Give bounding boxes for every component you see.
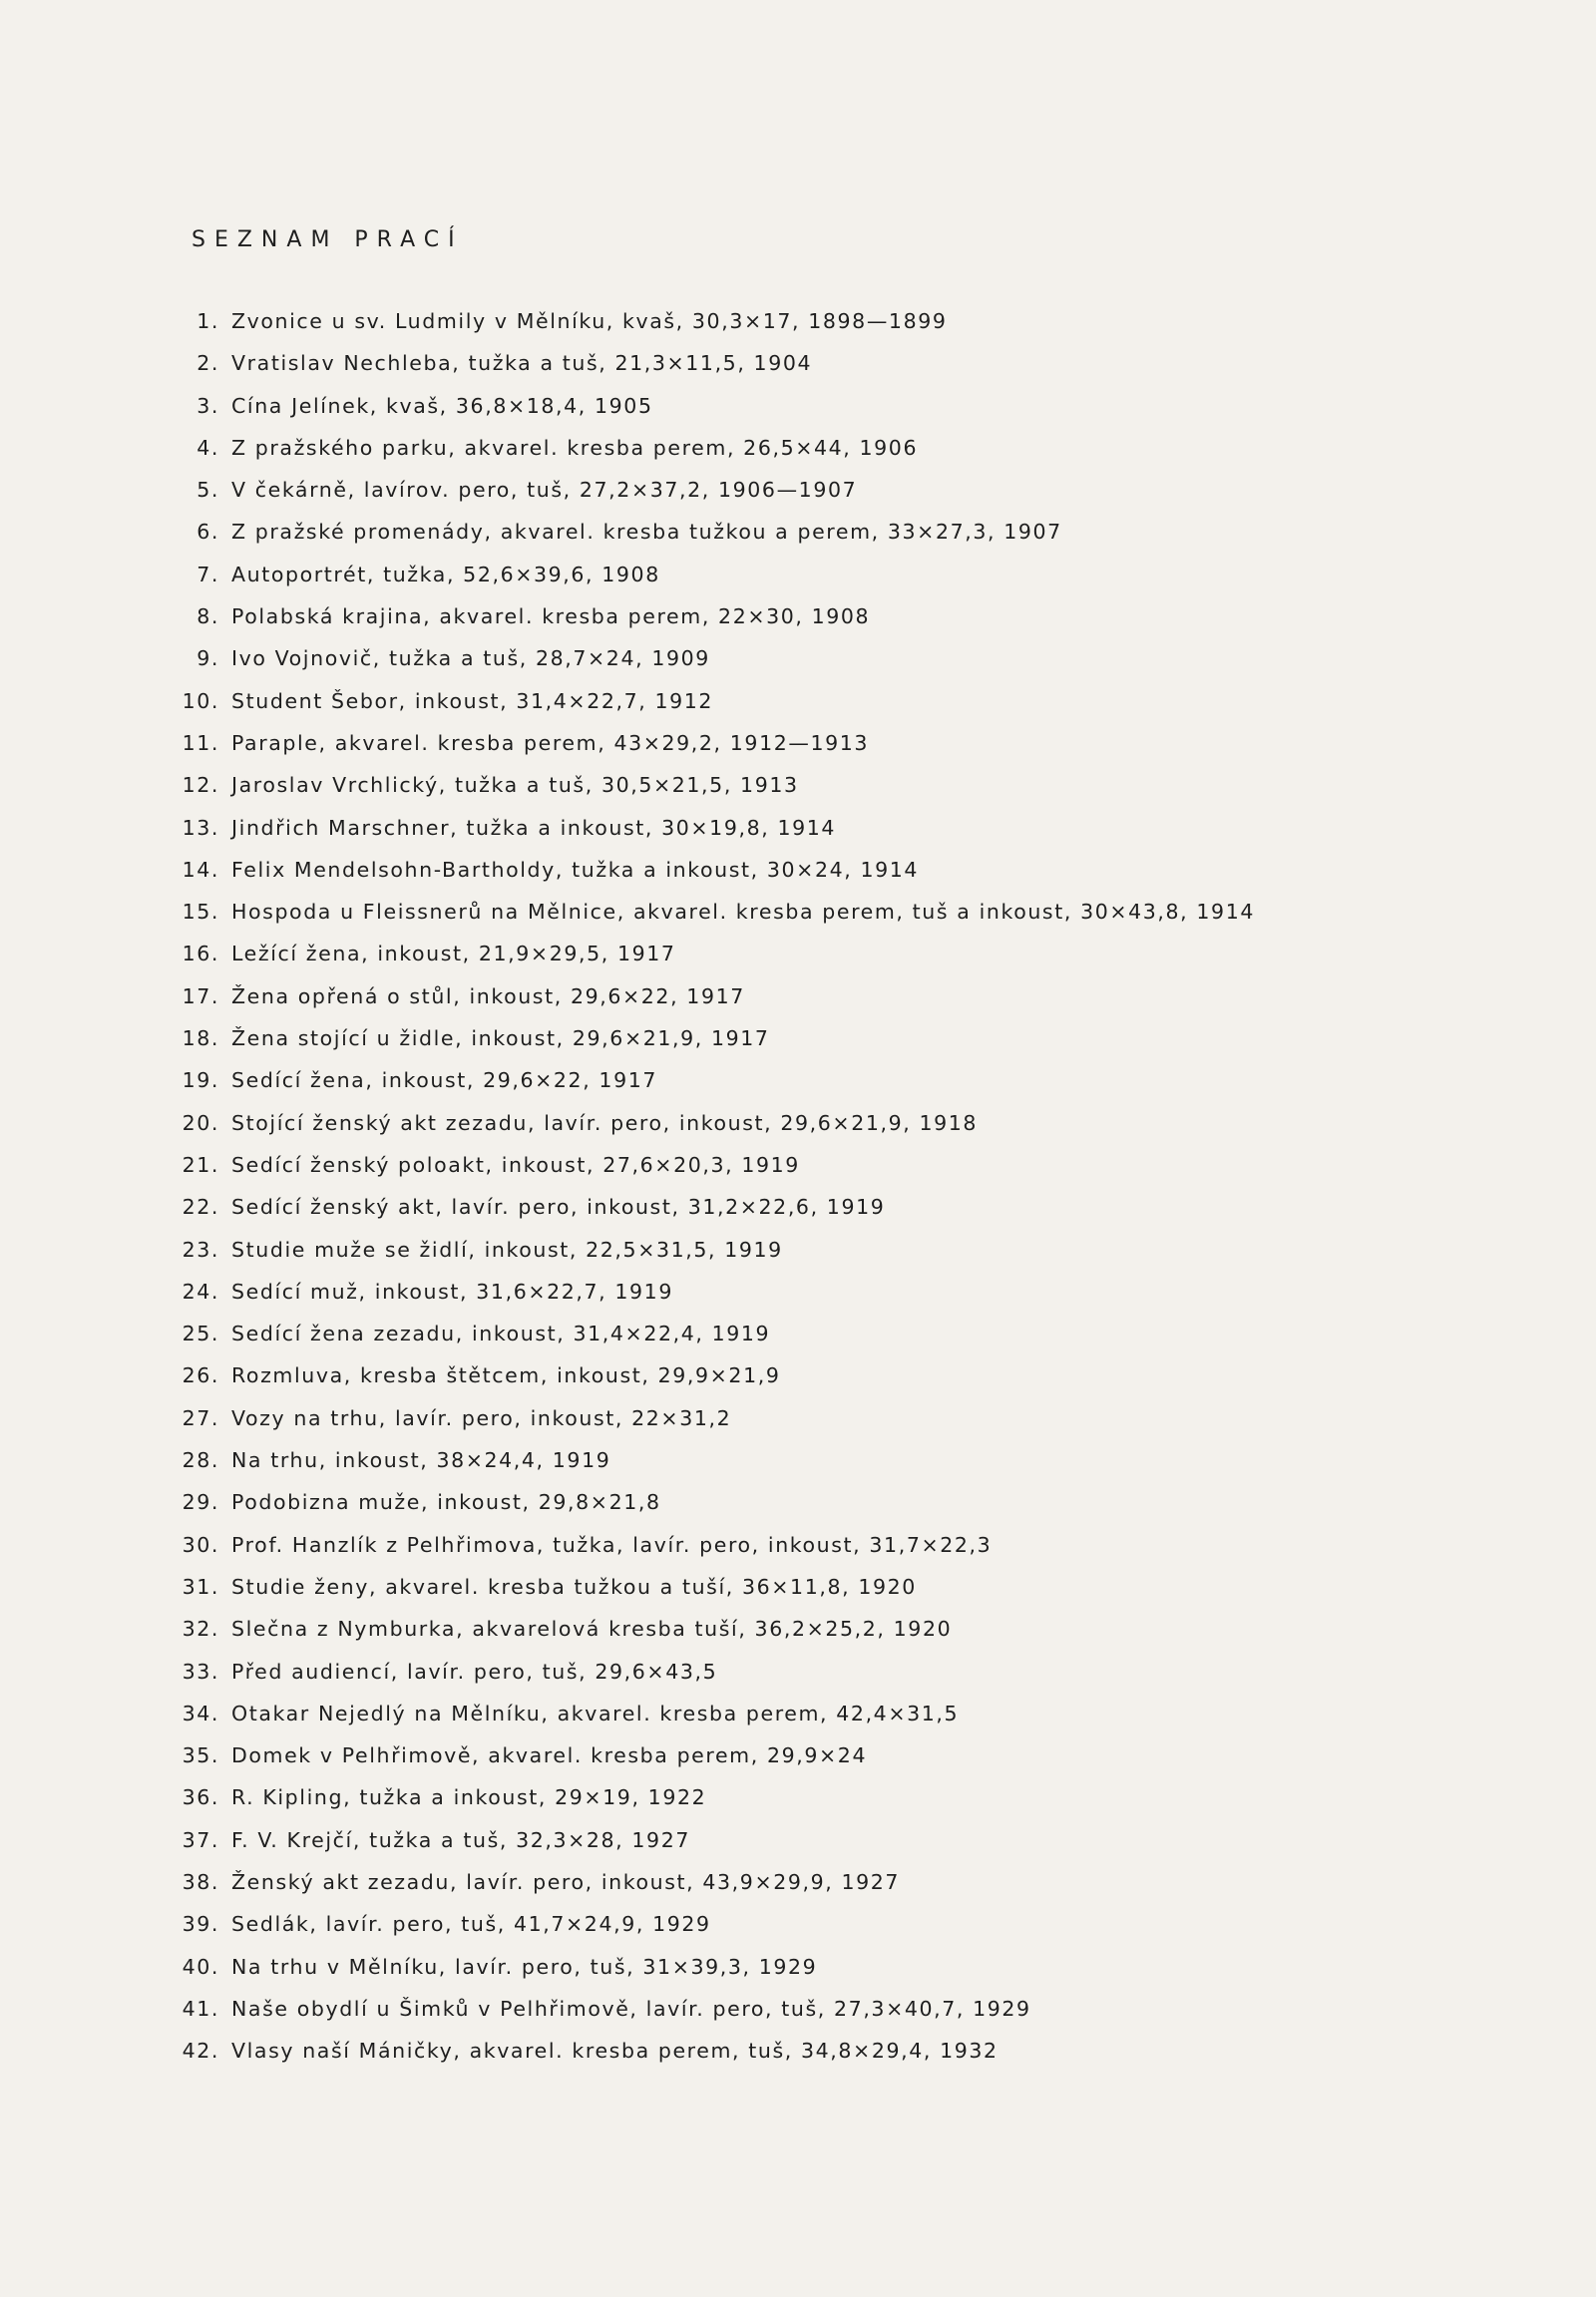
item-text: Vozy na trhu, lavír. pero, inkoust, 22×31,2 — [231, 1405, 732, 1430]
item-text: Podobizna muže, inkoust, 29,8×21,8 — [231, 1490, 661, 1515]
list-item — [0, 478, 1255, 520]
item-number: 13. — [182, 815, 219, 840]
list-item — [0, 689, 1255, 731]
list-item — [0, 1280, 1255, 1322]
list-item — [0, 1785, 1255, 1827]
item-number: 22. — [182, 1195, 219, 1220]
list-item — [0, 1153, 1255, 1195]
item-number: 6. — [197, 520, 219, 545]
item-number: 39. — [182, 1912, 219, 1937]
item-text: Sedící ženský akt, lavír. pero, inkoust, 31,2×22,6, 1919 — [231, 1195, 886, 1220]
item-text: Rozmluva, kresba štětcem, inkoust, 29,9×21,9 — [231, 1363, 781, 1388]
item-text: F. V. Krejčí, tužka a tuš, 32,3×28, 1927 — [231, 1827, 690, 1852]
item-text: Cína Jelínek, kvaš, 36,8×18,4, 1905 — [231, 393, 653, 418]
list-item — [0, 563, 1255, 604]
list-item — [0, 1743, 1255, 1785]
list-item — [0, 984, 1255, 1026]
item-text: Otakar Nejedlý na Mělníku, akvarel. kresba perem, 42,4×31,5 — [231, 1701, 960, 1725]
list-item — [0, 1026, 1255, 1068]
list-item — [0, 1997, 1255, 2039]
item-number: 35. — [182, 1743, 219, 1768]
list-item — [0, 942, 1255, 983]
item-number: 18. — [182, 1026, 219, 1051]
works-list — [0, 309, 1255, 2081]
item-text: Stojící ženský akt zezadu, lavír. pero, inkoust, 29,6×21,9, 1918 — [231, 1110, 979, 1135]
item-number: 5. — [197, 478, 219, 503]
item-number: 38. — [182, 1869, 219, 1894]
item-text: Jaroslav Vrchlický, tužka a tuš, 30,5×21,5, 1913 — [231, 773, 799, 798]
item-text: Ivo Vojnovič, tužka a tuš, 28,7×24, 1909 — [231, 646, 710, 671]
list-item — [0, 1912, 1255, 1954]
item-number: 36. — [182, 1785, 219, 1810]
item-number: 33. — [182, 1659, 219, 1684]
item-text: Jindřich Marschner, tužka a inkoust, 30×19,8, 1914 — [231, 815, 837, 840]
item-number: 42. — [182, 2039, 219, 2064]
item-number: 37. — [182, 1827, 219, 1852]
list-item — [0, 1448, 1255, 1490]
list-item — [0, 1195, 1255, 1237]
list-item — [0, 773, 1255, 815]
item-number: 27. — [182, 1405, 219, 1430]
item-text: Naše obydlí u Šimků v Pelhřimově, lavír. pero, tuš, 27,3×40,7, 1929 — [231, 1996, 1031, 2021]
list-item — [0, 1322, 1255, 1363]
list-item — [0, 1533, 1255, 1575]
list-item — [0, 1660, 1255, 1702]
item-number: 29. — [182, 1490, 219, 1515]
list-item — [0, 604, 1255, 646]
list-item — [0, 1870, 1255, 1912]
item-number: 2. — [197, 351, 219, 376]
item-text: Žena stojící u židle, inkoust, 29,6×21,9, 1917 — [231, 1026, 770, 1051]
item-number: 3. — [197, 393, 219, 418]
item-text: Autoportrét, tužka, 52,6×39,6, 1908 — [231, 562, 660, 586]
item-text: Polabská krajina, akvarel. kresba perem, 22×30, 1908 — [231, 604, 871, 629]
list-item — [0, 646, 1255, 688]
item-number: 20. — [182, 1110, 219, 1135]
item-number: 30. — [182, 1532, 219, 1557]
list-item — [0, 1828, 1255, 1870]
list-item — [0, 1238, 1255, 1280]
list-item — [0, 394, 1255, 436]
list-item — [0, 436, 1255, 478]
item-number: 16. — [182, 942, 219, 966]
item-number: 11. — [182, 730, 219, 755]
list-item — [0, 1617, 1255, 1659]
list-item — [0, 816, 1255, 858]
item-text: Sedící muž, inkoust, 31,6×22,7, 1919 — [231, 1279, 673, 1304]
list-item — [0, 1702, 1255, 1743]
item-number: 9. — [197, 646, 219, 671]
item-text: Ženský akt zezadu, lavír. pero, inkoust, 43,9×29,9, 1927 — [231, 1869, 901, 1894]
item-text: Před audiencí, lavír. pero, tuš, 29,6×43,5 — [231, 1659, 718, 1684]
item-text: Sedlák, lavír. pero, tuš, 41,7×24,9, 1929 — [231, 1912, 711, 1937]
list-item — [0, 731, 1255, 773]
item-text: Žena opřená o stůl, inkoust, 29,6×22, 1917 — [231, 983, 745, 1008]
item-text: Na trhu v Mělníku, lavír. pero, tuš, 31×39,3, 1929 — [231, 1954, 818, 1979]
item-text: Studie ženy, akvarel. kresba tužkou a tuší, 36×11,8, 1920 — [231, 1574, 917, 1599]
item-number: 40. — [182, 1954, 219, 1979]
item-number: 14. — [182, 857, 219, 882]
item-number: 23. — [182, 1237, 219, 1262]
item-text: Sedící žena, inkoust, 29,6×22, 1917 — [231, 1068, 658, 1093]
list-item — [0, 1111, 1255, 1153]
item-number: 12. — [182, 773, 219, 798]
list-item — [0, 1363, 1255, 1405]
item-text: Z pražské promenády, akvarel. kresba tužkou a perem, 33×27,3, 1907 — [231, 520, 1062, 545]
item-text: V čekárně, lavírov. pero, tuš, 27,2×37,2, 1906—1907 — [231, 478, 858, 503]
item-number: 34. — [182, 1701, 219, 1725]
page-title: SEZNAM PRACÍ — [192, 227, 464, 252]
list-item — [0, 309, 1255, 351]
item-number: 4. — [197, 435, 219, 460]
item-text: Sedící žena zezadu, inkoust, 31,4×22,4, 1919 — [231, 1322, 771, 1346]
item-text: Felix Mendelsohn-Bartholdy, tužka a inkoust, 30×24, 1914 — [231, 857, 920, 882]
item-text: Prof. Hanzlík z Pelhřimova, tužka, lavír. pero, inkoust, 31,7×22,3 — [231, 1532, 993, 1557]
list-item — [0, 858, 1255, 900]
item-number: 17. — [182, 983, 219, 1008]
item-number: 41. — [182, 1996, 219, 2021]
item-text: Sedící ženský poloakt, inkoust, 27,6×20,3, 1919 — [231, 1152, 800, 1177]
item-number: 25. — [182, 1322, 219, 1346]
item-text: Hospoda u Fleissnerů na Mělnice, akvarel. kresba perem, tuš a inkoust, 30×43,8, 1914 — [231, 900, 1255, 925]
item-text: Vratislav Nechleba, tužka a tuš, 21,3×11,5, 1904 — [231, 351, 813, 376]
list-item — [0, 351, 1255, 393]
item-number: 21. — [182, 1152, 219, 1177]
item-text: Vlasy naší Máničky, akvarel. kresba perem, tuš, 34,8×29,4, 1932 — [231, 2039, 998, 2064]
item-text: Slečna z Nymburka, akvarelová kresba tuší, 36,2×25,2, 1920 — [231, 1617, 953, 1642]
item-number: 15. — [182, 900, 219, 925]
list-item — [0, 900, 1255, 942]
list-item — [0, 1406, 1255, 1448]
item-number: 19. — [182, 1068, 219, 1093]
item-number: 26. — [182, 1363, 219, 1388]
item-number: 8. — [197, 604, 219, 629]
item-text: Student Šebor, inkoust, 31,4×22,7, 1912 — [231, 688, 714, 713]
item-number: 1. — [197, 309, 219, 333]
item-text: Studie muže se židlí, inkoust, 22,5×31,5, 1919 — [231, 1237, 783, 1262]
item-text: Na trhu, inkoust, 38×24,4, 1919 — [231, 1448, 611, 1473]
item-number: 28. — [182, 1448, 219, 1473]
item-number: 10. — [182, 688, 219, 713]
item-text: Zvonice u sv. Ludmily v Mělníku, kvaš, 30,3×17, 1898—1899 — [231, 309, 948, 333]
item-text: Z pražského parku, akvarel. kresba perem, 26,5×44, 1906 — [231, 435, 919, 460]
list-item — [0, 2039, 1255, 2081]
item-number: 32. — [182, 1617, 219, 1642]
list-item — [0, 1575, 1255, 1617]
item-text: Paraple, akvarel. kresba perem, 43×29,2, 1912—1913 — [231, 730, 870, 755]
item-number: 7. — [197, 562, 219, 586]
item-text: Domek v Pelhřimově, akvarel. kresba perem, 29,9×24 — [231, 1743, 868, 1768]
list-item — [0, 1068, 1255, 1110]
list-item — [0, 1955, 1255, 1997]
item-number: 24. — [182, 1279, 219, 1304]
list-item — [0, 520, 1255, 562]
list-item — [0, 1490, 1255, 1532]
item-number: 31. — [182, 1574, 219, 1599]
item-text: R. Kipling, tužka a inkoust, 29×19, 1922 — [231, 1785, 707, 1810]
item-text: Ležící žena, inkoust, 21,9×29,5, 1917 — [231, 942, 676, 966]
